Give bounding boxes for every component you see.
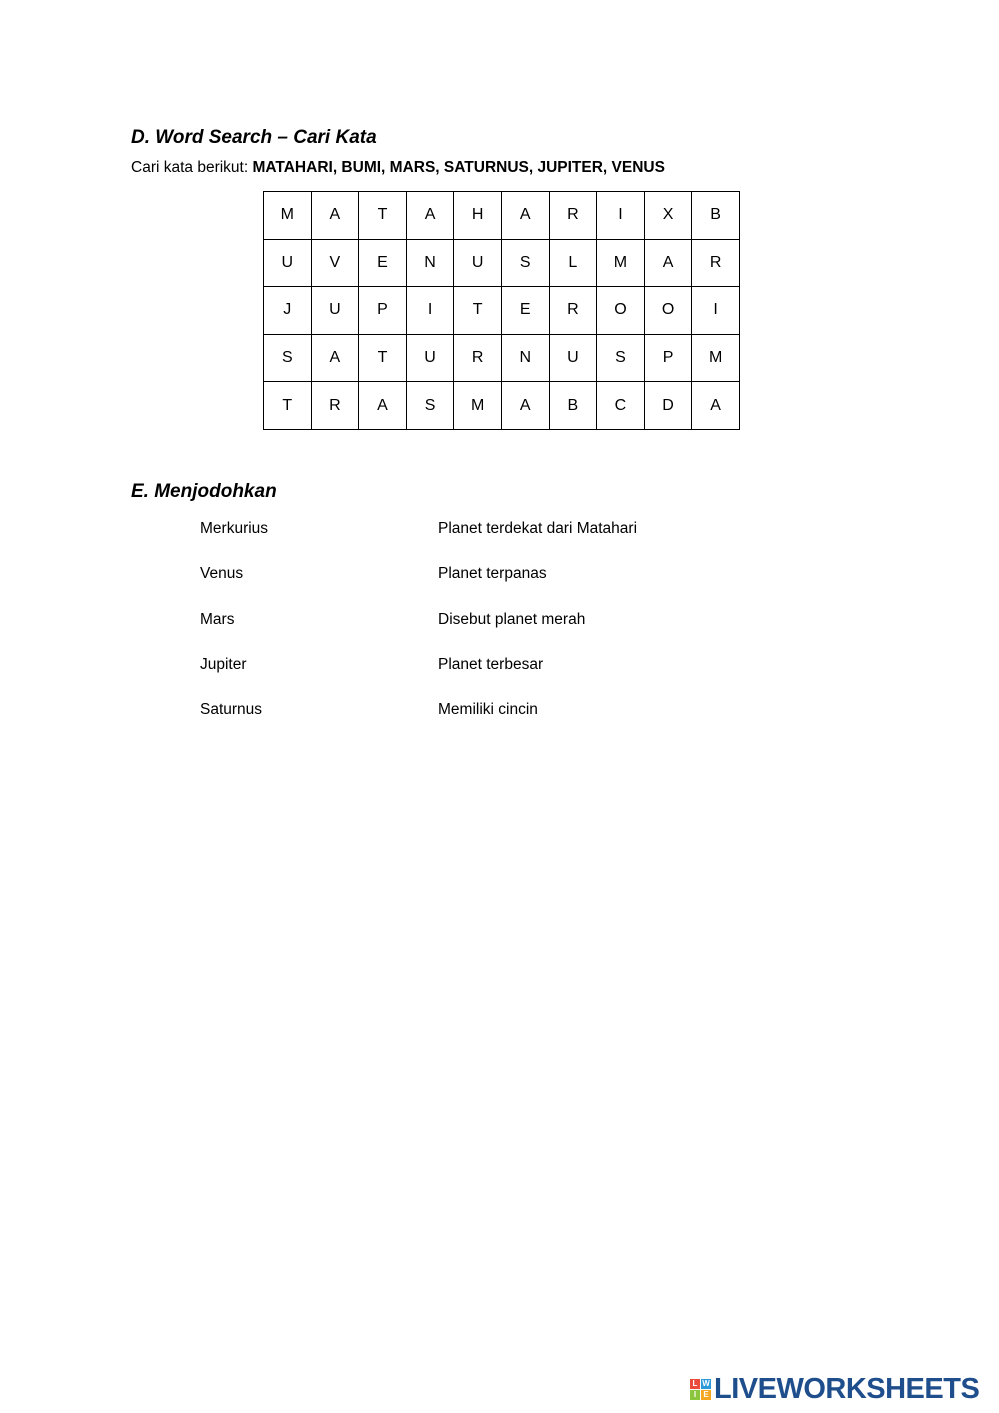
grid-cell[interactable]: O	[597, 287, 645, 335]
logo-icon-square: E	[701, 1390, 711, 1400]
grid-cell[interactable]: N	[501, 334, 549, 382]
liveworksheets-logo	[690, 1372, 979, 1406]
grid-cell[interactable]: I	[406, 287, 454, 335]
grid-cell[interactable]: P	[644, 334, 692, 382]
match-term[interactable]: Jupiter	[200, 655, 247, 673]
match-description[interactable]: Planet terpanas	[438, 565, 547, 583]
matching-list	[200, 520, 800, 746]
word-search-instruction	[131, 160, 665, 176]
logo-text: LIVEWORKSHEETS	[714, 1372, 980, 1405]
grid-cell[interactable]: H	[454, 192, 502, 240]
grid-row	[264, 287, 740, 335]
grid-cell[interactable]: M	[597, 239, 645, 287]
grid-cell[interactable]: U	[406, 334, 454, 382]
grid-cell[interactable]: E	[501, 287, 549, 335]
grid-cell[interactable]: B	[692, 192, 740, 240]
match-description[interactable]: Disebut planet merah	[438, 610, 586, 628]
grid-cell[interactable]: S	[501, 239, 549, 287]
grid-cell[interactable]: T	[264, 382, 312, 430]
grid-cell[interactable]: I	[597, 192, 645, 240]
grid-cell[interactable]: U	[311, 287, 359, 335]
match-term[interactable]: Merkurius	[200, 520, 269, 537]
grid-cell[interactable]: M	[454, 382, 502, 430]
instruction-words: MATAHARI, BUMI, MARS, SATURNUS, JUPITER, VENUS	[252, 159, 665, 176]
grid-cell[interactable]: S	[597, 334, 645, 382]
grid-cell[interactable]: E	[359, 239, 407, 287]
grid-cell[interactable]: A	[692, 382, 740, 430]
grid-cell[interactable]: O	[644, 287, 692, 335]
grid-cell[interactable]: M	[264, 192, 312, 240]
grid-cell[interactable]: R	[549, 287, 597, 335]
match-description[interactable]: Planet terdekat dari Matahari	[438, 520, 638, 537]
grid-row	[264, 382, 740, 430]
grid-cell[interactable]: R	[311, 382, 359, 430]
grid-cell[interactable]: C	[597, 382, 645, 430]
grid-cell[interactable]: S	[406, 382, 454, 430]
grid-cell[interactable]: R	[454, 334, 502, 382]
section-e-title: E. Menjodohkan	[131, 481, 277, 502]
logo-icon-square: I	[690, 1390, 700, 1400]
grid-cell[interactable]: J	[264, 287, 312, 335]
grid-cell[interactable]: S	[264, 334, 312, 382]
grid-cell[interactable]: A	[501, 382, 549, 430]
match-term[interactable]: Saturnus	[200, 701, 263, 719]
match-description[interactable]: Memiliki cincin	[438, 701, 538, 719]
grid-cell[interactable]: A	[359, 382, 407, 430]
logo-icon-square: W	[702, 1378, 710, 1388]
match-row	[200, 565, 800, 610]
logo-icon-square: L	[690, 1379, 700, 1389]
match-row	[200, 701, 800, 746]
grid-cell[interactable]: A	[406, 192, 454, 240]
grid-cell[interactable]: P	[359, 287, 407, 335]
grid-cell[interactable]: A	[311, 192, 359, 240]
grid-cell[interactable]: M	[692, 334, 740, 382]
grid-cell[interactable]: D	[644, 382, 692, 430]
grid-cell[interactable]: L	[549, 239, 597, 287]
grid-cell[interactable]: U	[549, 334, 597, 382]
grid-row	[264, 192, 740, 240]
grid-cell[interactable]: A	[501, 192, 549, 240]
word-search-grid	[263, 191, 740, 430]
grid-cell[interactable]: T	[454, 287, 502, 335]
match-row	[200, 611, 800, 656]
match-term[interactable]: Venus	[200, 565, 244, 583]
grid-cell[interactable]: A	[311, 334, 359, 382]
grid-cell[interactable]: R	[549, 192, 597, 240]
grid-cell[interactable]: I	[692, 287, 740, 335]
grid-cell[interactable]: N	[406, 239, 454, 287]
grid-cell[interactable]: R	[692, 239, 740, 287]
grid-row	[264, 334, 740, 382]
grid-cell[interactable]: T	[359, 192, 407, 240]
logo-icon	[690, 1379, 711, 1400]
section-d-title: D. Word Search – Cari Kata	[131, 127, 377, 148]
match-row	[200, 520, 800, 565]
grid-cell[interactable]: A	[644, 239, 692, 287]
match-row	[200, 656, 800, 701]
grid-cell[interactable]: U	[264, 239, 312, 287]
match-term[interactable]: Mars	[200, 610, 235, 628]
grid-cell[interactable]: B	[549, 382, 597, 430]
match-description[interactable]: Planet terbesar	[438, 655, 544, 673]
instruction-prefix: Cari kata berikut:	[131, 159, 253, 176]
grid-cell[interactable]: X	[644, 192, 692, 240]
grid-cell[interactable]: U	[454, 239, 502, 287]
grid-cell[interactable]: T	[359, 334, 407, 382]
grid-cell[interactable]: V	[311, 239, 359, 287]
grid-row	[264, 239, 740, 287]
